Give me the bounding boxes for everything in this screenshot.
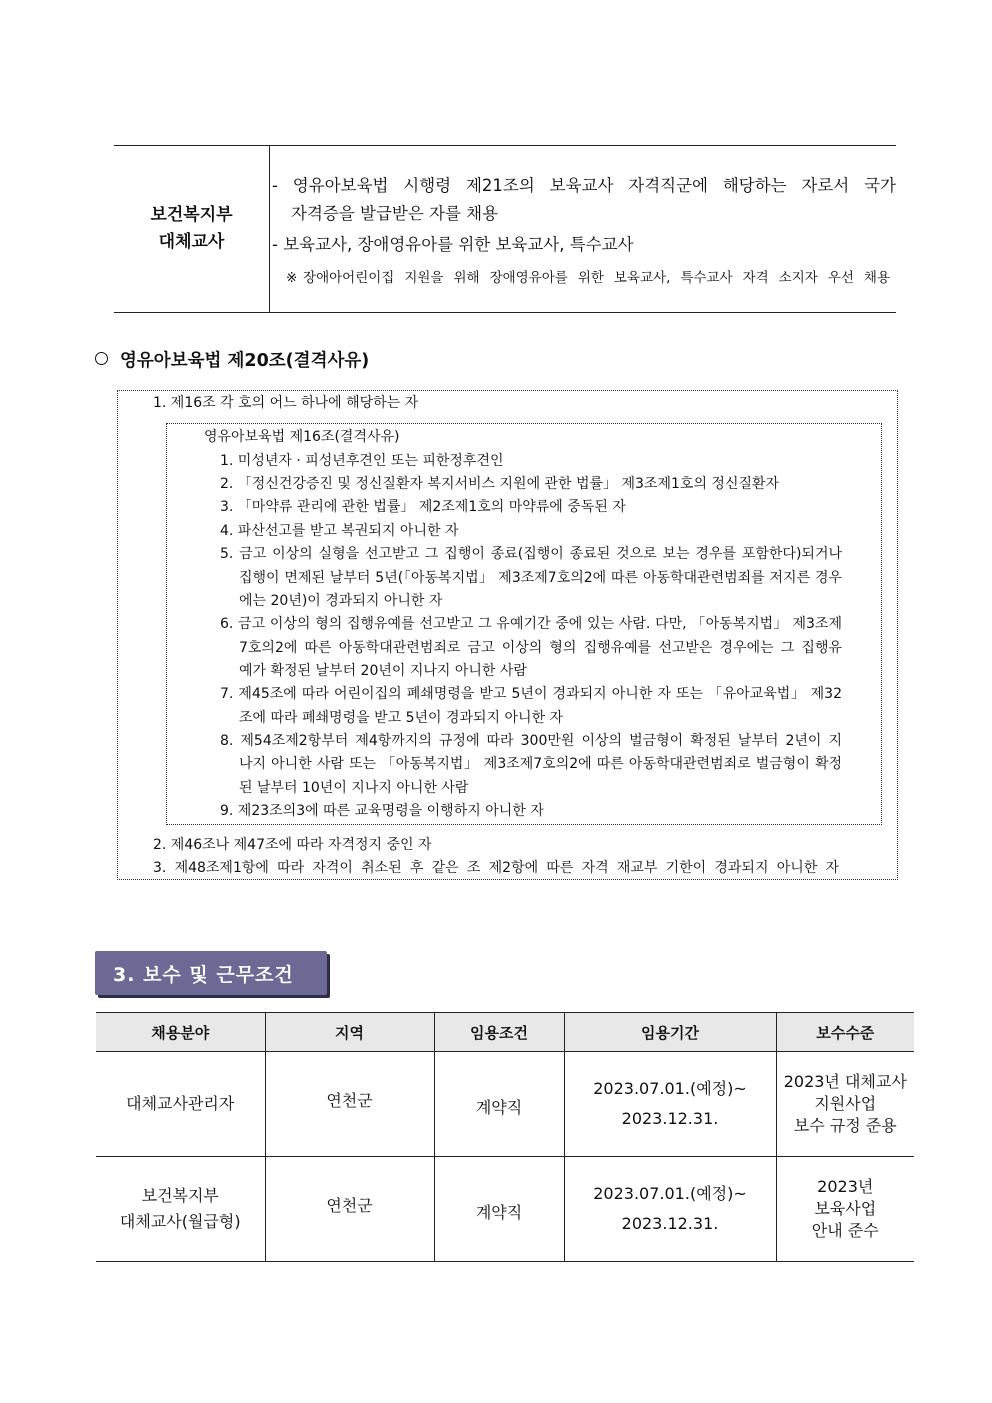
disqualification-item-1: 1. 제16조 각 호의 어느 하나에 해당하는 자 [153, 395, 419, 411]
disqualification-item-2: 2. 제46조나 제47조에 따라 자격정지 중인 자 [153, 837, 432, 853]
qualification-label-cell [114, 146, 270, 312]
cell-pay [776, 1052, 914, 1157]
article16-line: 예가 확정된 날부터 20년이 지나지 아니한 사람 [239, 663, 527, 679]
qualification-table [114, 145, 896, 313]
bullet-circle-icon [95, 352, 108, 365]
qualification-note: ※장애아어린이집 지원을 위해 장애영유아를 위한 보육교사, 특수교사 자격 소지자 우선 채용 [286, 270, 890, 286]
cell-period-line: 2023.12.31. [621, 1109, 719, 1128]
cell-period-line: 2023.07.01.(예정)~ [593, 1079, 747, 1098]
article16-title: 영유아보육법 제16조(결격사유) [204, 429, 400, 445]
cell-condition-text: 계약직 [475, 1098, 523, 1117]
article16-line: 2. 「정신건강증진 및 정신질환자 복지서비스 지원에 관한 법률」 제3조제1호의 정신질환자 [220, 476, 780, 492]
article16-line: 6. 금고 이상의 형의 집행유예를 선고받고 그 유예기간 중에 있는 사람. 다만, 「아동복지법」 제3조제 [220, 616, 842, 632]
section-3-title: 3. 보수 및 근무조건 [113, 963, 294, 986]
article16-line: 5. 금고 이상의 실형을 선고받고 그 집행이 종료(집행이 종료된 것으로 보는 경우를 포함한다)되거나 [220, 546, 842, 562]
cell-pay-line: 2023년 [817, 1177, 874, 1196]
article16-line: 에는 20년)이 경과되지 아니한 자 [239, 593, 443, 609]
article16-line: 조에 따라 폐쇄명령을 받고 5년이 경과되지 아니한 자 [239, 710, 564, 726]
table-row [96, 1157, 914, 1262]
header-period: 임용기간 [564, 1013, 776, 1052]
disqualification-item-3: 3. 제48조제1항에 따라 자격이 취소된 후 같은 조 제2항에 따른 자격 재교부 기한이 경과되지 아니한 자 [153, 860, 839, 876]
cell-field-line: 대체교사관리자 [126, 1094, 235, 1113]
qualification-line: - 보육교사, 장애영유아를 위한 보육교사, 특수교사 [272, 235, 634, 254]
cell-field [96, 1157, 265, 1262]
cell-pay-line: 2023년 대체교사 [783, 1072, 907, 1091]
qualification-line: 자격증을 발급받은 자를 채용 [291, 204, 499, 223]
section-heading-disqualification [95, 347, 369, 372]
table-header-row [96, 1013, 914, 1052]
article16-line: 나지 아니한 사람 또는 「아동복지법」 제3조제7호의2에 따른 아동학대관련범죄로 벌금형이 확정 [239, 756, 842, 772]
cell-period-line: 2023.12.31. [621, 1214, 719, 1233]
header-pay: 보수수준 [776, 1013, 914, 1052]
article16-line: 4. 파산선고를 받고 복권되지 아니한 자 [220, 523, 459, 539]
header-region: 지역 [265, 1013, 434, 1052]
cell-region [265, 1052, 434, 1157]
qualification-label-line2: 대체교사 [158, 232, 225, 252]
cell-field [96, 1052, 265, 1157]
pay-conditions-table [96, 1012, 914, 1262]
cell-period [564, 1052, 776, 1157]
cell-pay-line: 보수 규정 준용 [793, 1116, 897, 1135]
cell-condition-text: 계약직 [475, 1203, 523, 1222]
cell-condition [434, 1157, 564, 1262]
article16-line: 7. 제45조에 따라 어린이집의 폐쇄명령을 받고 5년이 경과되지 아니한 자 또는 「유아교육법」 제32 [220, 686, 842, 702]
section-3-badge [95, 951, 327, 995]
header-field: 채용분야 [96, 1013, 265, 1052]
cell-period-line: 2023.07.01.(예정)~ [593, 1184, 747, 1203]
cell-field-line: 보건복지부 [141, 1186, 219, 1205]
article16-line: 8. 제54조제2항부터 제4항까지의 규정에 따라 300만원 이상의 벌금형이 확정된 날부터 2년이 지 [220, 733, 842, 749]
article16-line: 3. 「마약류 관리에 관한 법률」 제2조제1호의 마약류에 중독된 자 [220, 499, 626, 515]
cell-region [265, 1157, 434, 1262]
article16-line: 집행이 면제된 날부터 5년(「아동복지법」 제3조제7호의2에 따른 아동학대관련범죄를 저지른 경우 [239, 570, 842, 586]
qualification-content-cell [272, 146, 896, 312]
qualification-line: - 영유아보육법 시행령 제21조의 보육교사 자격직군에 해당하는 자로서 국가 [272, 176, 896, 195]
header-condition: 임용조건 [434, 1013, 564, 1052]
cell-region-text: 연천군 [326, 1091, 373, 1110]
article16-line: 9. 제23조의3에 따른 교육명령을 이행하지 아니한 자 [220, 803, 544, 819]
section-heading-text: 영유아보육법 제20조(결격사유) [120, 351, 370, 371]
cell-region-text: 연천군 [326, 1196, 373, 1215]
cell-pay-line: 지원사업 [814, 1094, 877, 1113]
article16-line: 7호의2에 따른 아동학대관련범죄로 금고 이상의 형의 집행유예를 선고받은 경우에는 그 집행유 [239, 640, 842, 656]
cell-pay [776, 1157, 914, 1262]
cell-condition [434, 1052, 564, 1157]
cell-period [564, 1157, 776, 1262]
cell-pay-line: 안내 준수 [811, 1221, 879, 1240]
cell-pay-line: 보육사업 [814, 1199, 877, 1218]
article16-line: 1. 미성년자 · 피성년후견인 또는 피한정후견인 [220, 453, 504, 469]
qualification-label-line1: 보건복지부 [150, 205, 233, 225]
cell-field-line: 대체교사(월급형) [119, 1212, 241, 1231]
table-row [96, 1052, 914, 1157]
article16-line: 된 날부터 10년이 지나지 아니한 사람 [239, 780, 469, 796]
